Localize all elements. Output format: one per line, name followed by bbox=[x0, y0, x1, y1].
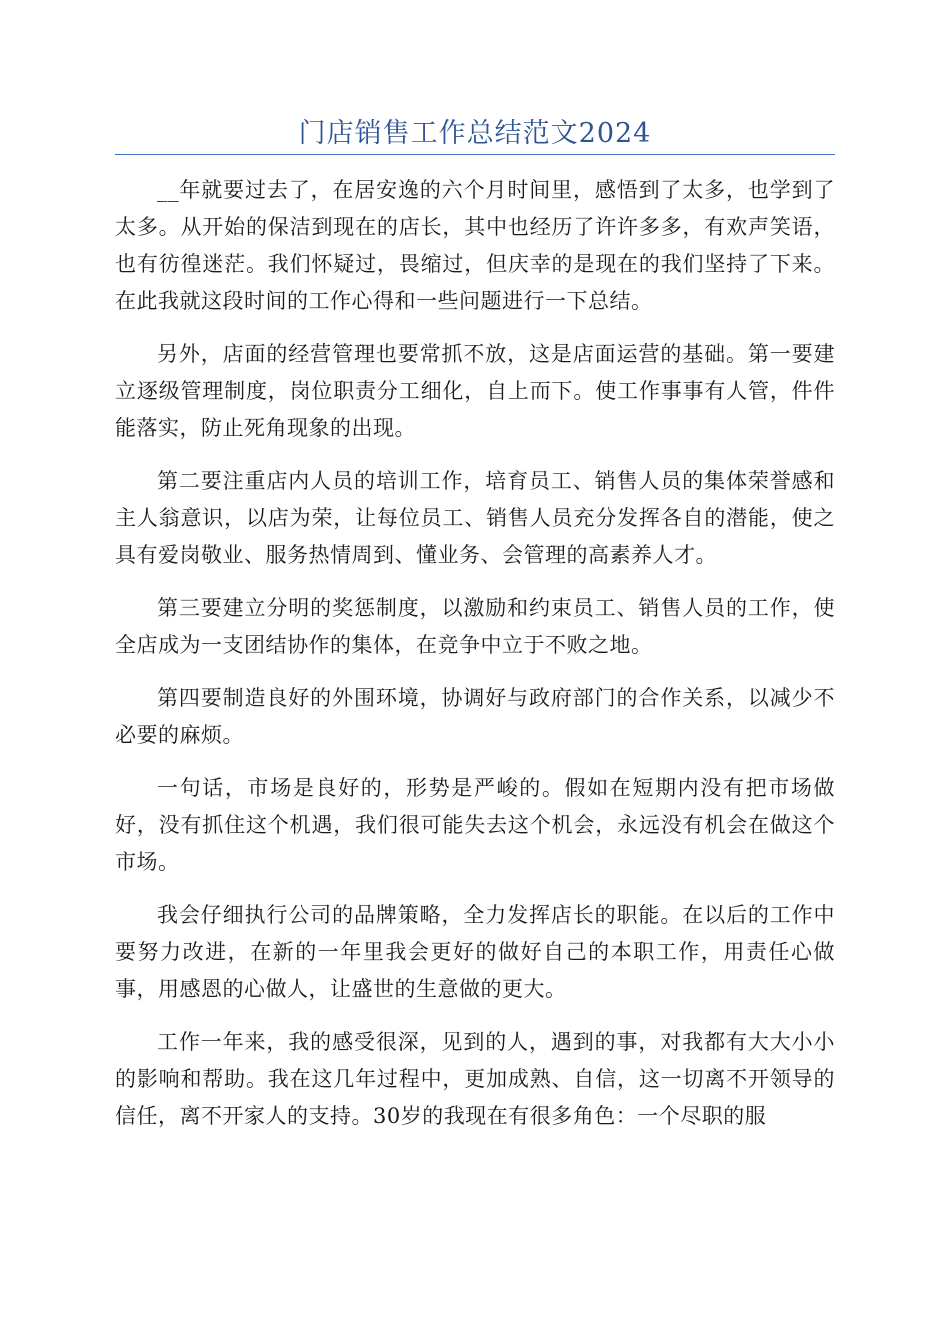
paragraph-7: 我会仔细执行公司的品牌策略，全力发挥店长的职能。在以后的工作中要努力改进，在新的一年里我会更好的做好自己的本职工作，用责任心做事，用感恩的心做人，让盛世的生意做的更大。 bbox=[115, 903, 835, 1001]
paragraph-8: 工作一年来，我的感受很深，见到的人，遇到的事，对我都有大大小小的影响和帮助。我在这几年过程中，更加成熟、自信，这一切离不开领导的信任，离不开家人的支持。30岁的我现在有很多角色：一个尽职的服 bbox=[115, 1030, 835, 1128]
document-body bbox=[115, 172, 835, 1151]
paragraph-1: __年就要过去了，在居安逸的六个月时间里，感悟到了太多，也学到了太多。从开始的保洁到现在的店长，其中也经历了许许多多，有欢声笑语，也有彷徨迷茫。我们怀疑过，畏缩过，但庆幸的是现在的我们坚持了下来。在此我就这段时间的工作心得和一些问题进行一下总结。 bbox=[115, 178, 835, 313]
paragraph-4: 第三要建立分明的奖惩制度，以激励和约束员工、销售人员的工作，使全店成为一支团结协作的集体，在竞争中立于不败之地。 bbox=[115, 596, 835, 657]
paragraph-5: 第四要制造良好的外围环境，协调好与政府部门的合作关系，以减少不必要的麻烦。 bbox=[115, 686, 835, 747]
paragraph-6: 一句话，市场是良好的，形势是严峻的。假如在短期内没有把市场做好，没有抓住这个机遇，我们很可能失去这个机会，永远没有机会在做这个市场。 bbox=[115, 776, 835, 874]
title-underline bbox=[115, 154, 835, 155]
paragraph-3: 第二要注重店内人员的培训工作，培育员工、销售人员的集体荣誉感和主人翁意识，以店为荣，让每位员工、销售人员充分发挥各自的潜能，使之具有爱岗敬业、服务热情周到、懂业务、会管理的高素养人才。 bbox=[115, 469, 835, 567]
document-title: 门店销售工作总结范文2024 bbox=[298, 118, 652, 149]
paragraph-2: 另外，店面的经营管理也要常抓不放，这是店面运营的基础。第一要建立逐级管理制度，岗位职责分工细化，自上而下。使工作事事有人管，件件能落实，防止死角现象的出现。 bbox=[115, 342, 835, 440]
